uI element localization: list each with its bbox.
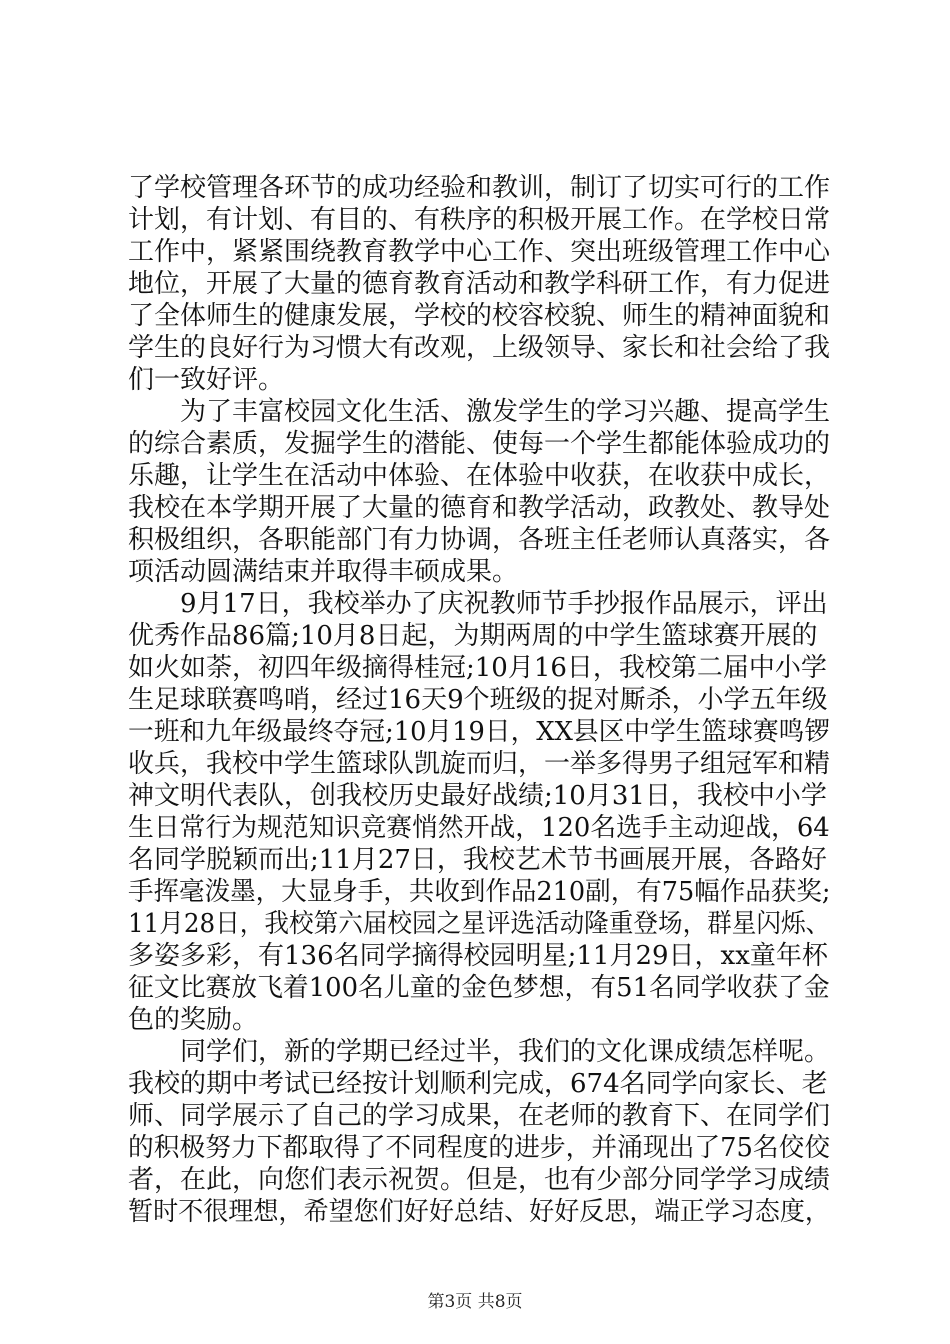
page-footer: 第3页 共8页 [427,1292,523,1312]
text-line: 色的奖励。 [128,1005,259,1035]
text-line: 乐趣，让学生在活动中体验、在体验中收获，在收获中成长， [128,461,831,491]
text-line: 一班和九年级最终夺冠;10月19日，XX县区中学生篮球赛鸣锣 [128,717,830,747]
text-line: 计划，有计划、有目的、有秩序的积极开展工作。在学校日常 [128,205,831,235]
text-line: 为了丰富校园文化生活、激发学生的学习兴趣、提高学生 [180,397,831,427]
paragraph [128,396,830,588]
document-body [128,172,830,1228]
text-line: 如火如荼，初四年级摘得桂冠;10月16日，我校第二届中小学 [128,653,827,683]
text-line: 优秀作品86篇;10月8日起，为期两周的中学生篮球赛开展的 [128,621,818,651]
text-line: 11月28日，我校第六届校园之星评选活动隆重登场，群星闪烁、 [128,909,831,939]
text-line: 者，在此，向您们表示祝贺。但是，也有少部分同学学习成绩 [128,1165,831,1195]
text-line: 了全体师生的健康发展，学校的校容校貌、师生的精神面貌和 [128,301,831,331]
text-line: 学生的良好行为习惯大有改观，上级领导、家长和社会给了我 [128,333,831,363]
text-line: 生日常行为规范知识竞赛悄然开战，120名选手主动迎战，64 [128,813,830,843]
text-line: 神文明代表队，创我校历史最好战绩;10月31日，我校中小学 [128,781,827,811]
text-line: 师、同学展示了自己的学习成果，在老师的教育下、在同学们 [128,1101,831,1131]
text-line: 我校在本学期开展了大量的德育和教学活动，政教处、教导处 [128,493,831,523]
text-line: 收兵，我校中学生篮球队凯旋而归，一举多得男子组冠军和精 [128,749,831,779]
text-line: 们一致好评。 [128,365,285,395]
text-line: 地位，开展了大量的德育教育活动和教学科研工作，有力促进 [128,269,831,299]
text-line: 生足球联赛鸣哨，经过16天9个班级的捉对厮杀，小学五年级 [128,685,828,715]
text-line: 手挥毫泼墨，大显身手，共收到作品210副，有75幅作品获奖; [128,877,831,907]
text-line: 9月17日，我校举办了庆祝教师节手抄报作品展示，评出 [180,589,828,619]
text-line: 了学校管理各环节的成功经验和教训，制订了切实可行的工作 [128,173,831,203]
text-line: 的积极努力下都取得了不同程度的进步，并涌现出了75名佼佼 [128,1133,831,1163]
text-line: 多姿多彩，有136名同学摘得校园明星;11月29日，xx童年杯 [128,941,828,971]
text-line: 名同学脱颖而出;11月27日，我校艺术节书画展开展，各路好 [128,845,827,875]
paragraph [128,588,830,1036]
text-line: 我校的期中考试已经按计划顺利完成，674名同学向家长、老 [128,1069,828,1099]
text-line: 工作中，紧紧围绕教育教学中心工作、突出班级管理工作中心 [128,237,831,267]
text-line: 征文比赛放飞着100名儿童的金色梦想，有51名同学收获了金 [128,973,830,1003]
paragraph [128,1036,830,1228]
paragraph [128,172,830,396]
text-line: 积极组织，各职能部门有力协调，各班主任老师认真落实，各 [128,525,831,555]
text-line: 同学们，新的学期已经过半，我们的文化课成绩怎样呢。 [180,1037,831,1067]
text-line: 暂时不很理想，希望您们好好总结、好好反思，端正学习态度， [128,1197,831,1227]
text-line: 的综合素质，发掘学生的潜能、使每一个学生都能体验成功的 [128,429,831,459]
text-line: 项活动圆满结束并取得丰硕成果。 [128,557,519,587]
